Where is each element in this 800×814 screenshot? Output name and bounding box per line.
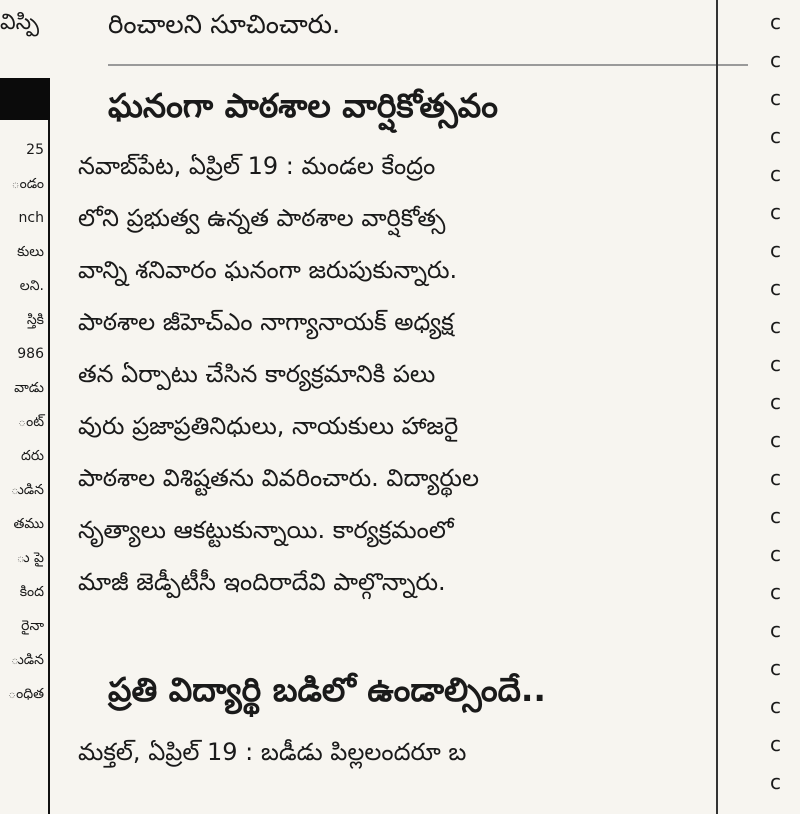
article-body-line: మాజీ జెడ్పీటీసీ ఇందిరాదేవి పాల్గొన్నారు.: [78, 568, 446, 596]
right-fragment: c: [770, 276, 781, 300]
article-body-line: మక్తల్, ఏప్రిల్ 19 : బడీడు పిల్లలందరూ బ: [78, 738, 467, 766]
right-fragment: c: [770, 618, 781, 642]
right-fragment: c: [770, 732, 781, 756]
column-divider: [716, 0, 718, 814]
left-line: ుడిన: [10, 652, 44, 668]
left-line: కులు: [17, 244, 44, 260]
left-line: ు పై: [16, 550, 44, 566]
article-body-line: నృత్యాలు ఆకట్టుకున్నాయి. కార్యక్రమంలో: [78, 516, 454, 544]
article-headline: ప్రతి విద్యార్థి బడిలో ఉండాల్సిందే..: [108, 670, 546, 709]
article-body-line: లోని ప్రభుత్వ ఉన్నత పాఠశాల వార్షికోత్స: [78, 204, 446, 232]
left-line: ండం: [11, 176, 44, 192]
article-body-line: వురు ప్రజాప్రతినిధులు, నాయకులు హాజరై: [78, 412, 459, 440]
right-fragment: c: [770, 238, 781, 262]
left-line: రైనా: [21, 618, 44, 634]
article-body-line: నవాబ్‌పేట, ఏప్రిల్ 19 : మండల కేంద్రం: [78, 152, 436, 180]
right-fragment: c: [770, 504, 781, 528]
article-body-line: పాఠశాల విశిష్టతను వివరించారు. విద్యార్థుల: [78, 464, 479, 492]
left-boxed-article: [0, 120, 50, 814]
article-body-line: వాన్ని శనివారం ఘనంగా జరుపుకున్నారు.: [78, 256, 458, 284]
right-fragment: c: [770, 580, 781, 604]
right-fragment: c: [770, 124, 781, 148]
right-fragment: c: [770, 200, 781, 224]
right-fragment: c: [770, 352, 781, 376]
right-fragment: c: [770, 694, 781, 718]
article-separator: [108, 64, 748, 66]
left-line: స్తికి: [26, 312, 44, 328]
left-line: దరు: [20, 448, 44, 464]
article-headline: ఘనంగా పాఠశాల వార్షికోత్సవం: [108, 86, 498, 125]
left-line: 986: [17, 346, 44, 362]
left-line: ంట్: [18, 414, 44, 430]
left-line: nch: [18, 210, 44, 226]
right-fragment: c: [770, 466, 781, 490]
left-line: 25: [26, 142, 44, 158]
left-line: కింద: [19, 584, 44, 600]
main-column: [78, 0, 688, 814]
right-fragment: c: [770, 656, 781, 680]
article-body-line: తన ఏర్పాటు చేసిన కార్యక్రమానికి పలు: [78, 360, 436, 388]
right-fragment: c: [770, 162, 781, 186]
left-top-fragment: విస్పి: [0, 10, 40, 35]
previous-article-tail: రించాలని సూచించారు.: [108, 10, 341, 40]
right-column: [764, 0, 800, 814]
right-fragment: c: [770, 428, 781, 452]
article-body-line: పాఠశాల జీహెచ్ఎం నాగ్యానాయక్ అధ్యక్ష: [78, 308, 454, 336]
left-line: తము: [13, 516, 44, 532]
left-black-header-bar: [0, 78, 50, 120]
left-line: ంధిత: [8, 686, 44, 702]
right-fragment: c: [770, 542, 781, 566]
right-fragment: c: [770, 10, 781, 34]
right-fragment: c: [770, 390, 781, 414]
right-fragment: c: [770, 48, 781, 72]
left-line: ుడిన: [10, 482, 44, 498]
left-line: లని.: [19, 278, 44, 294]
right-fragment: c: [770, 86, 781, 110]
right-fragment: c: [770, 314, 781, 338]
left-column: [0, 0, 50, 814]
right-fragment: c: [770, 770, 781, 794]
left-line: వాడు: [14, 380, 44, 396]
